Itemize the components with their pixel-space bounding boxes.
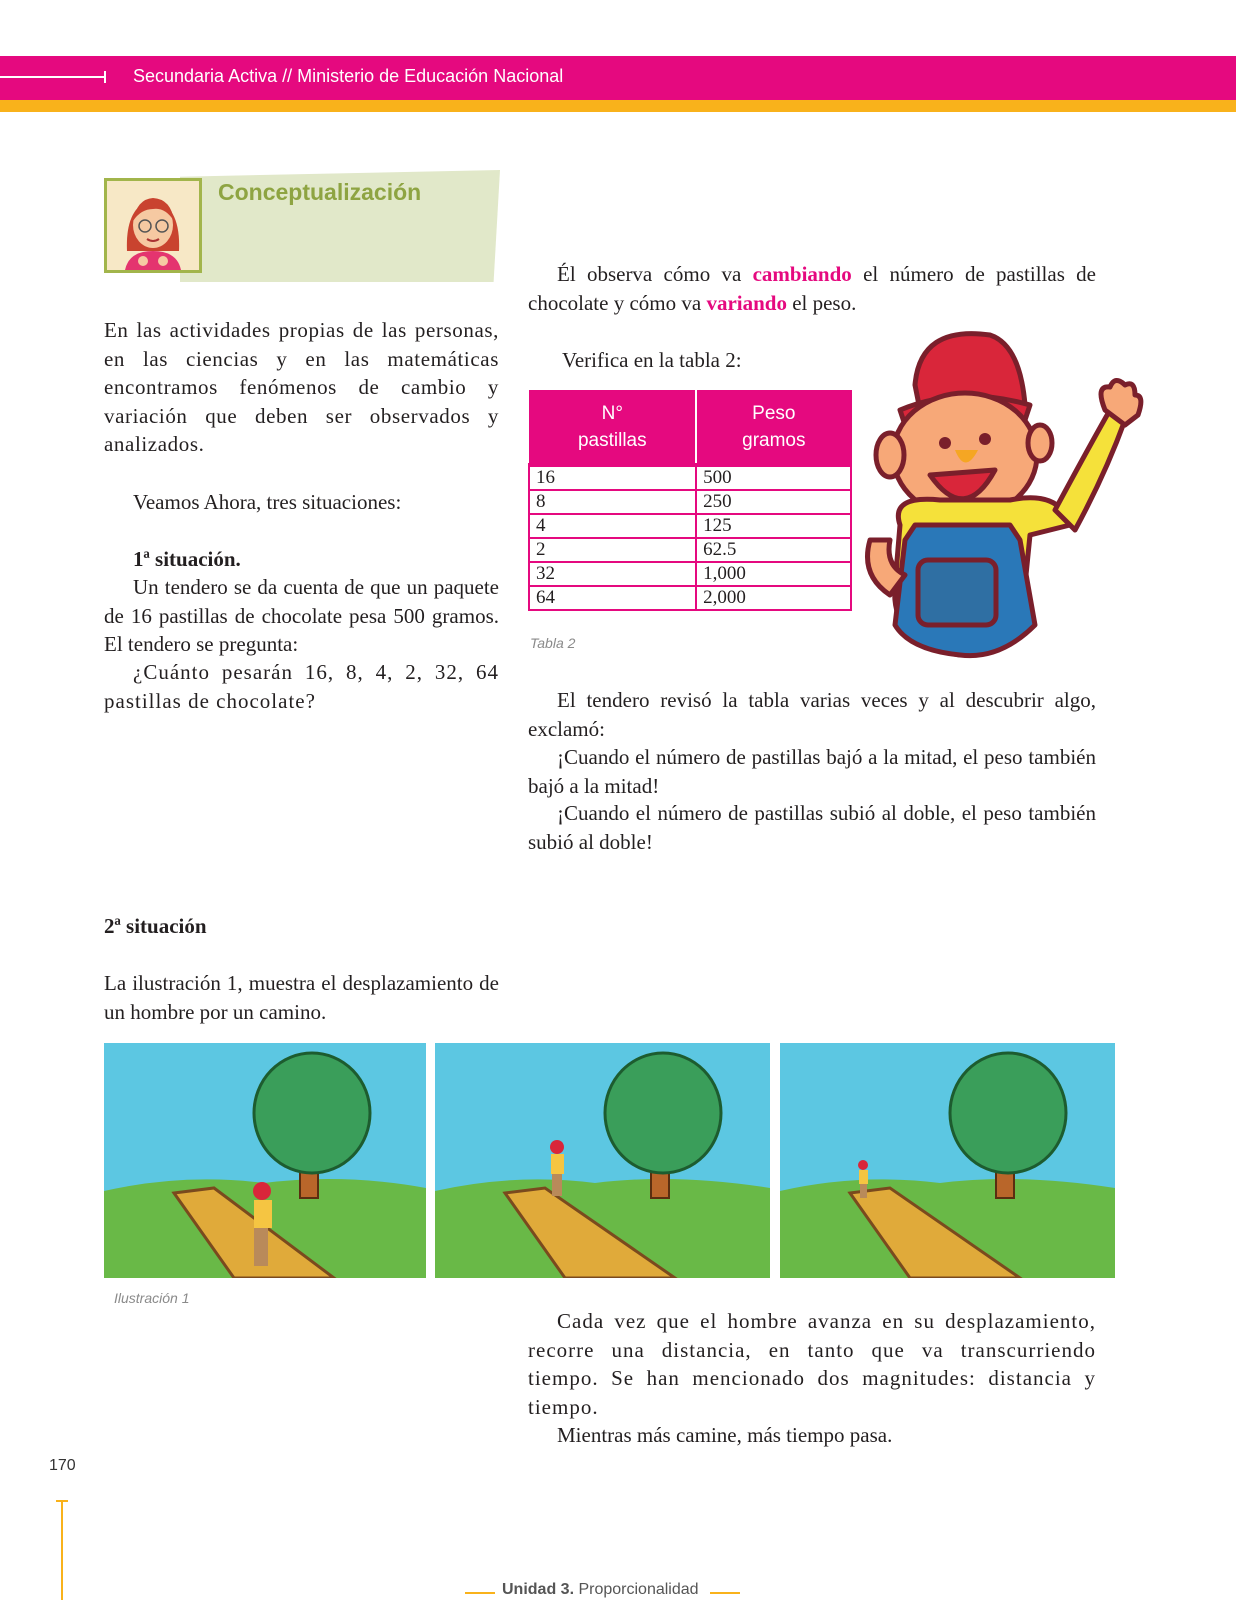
header-stripe: [0, 100, 1236, 112]
observation-paragraph: Él observa cómo va cambiando el número de pastillas de chocolate y cómo va variando el peso.: [528, 262, 1096, 315]
table-row: 2 62.5: [529, 538, 851, 562]
column-header-pastillas: N° pastillas: [529, 391, 696, 466]
exclamation-half: ¡Cuando el número de pastillas bajó a la mitad, el peso también bajó a la mitad!: [528, 745, 1096, 798]
unit-rule-right: [710, 1592, 740, 1594]
table-row: 16 500: [529, 465, 851, 490]
unit-rule-left: [465, 1592, 495, 1594]
exclamation-double: ¡Cuando el número de pastillas subió al doble, el peso también subió al doble!: [528, 801, 1096, 854]
table-header-row: [529, 391, 851, 466]
header-rule: [0, 76, 106, 78]
page-number: 170: [49, 1457, 76, 1474]
data-table: [528, 390, 852, 611]
table-row: 32 1,000: [529, 562, 851, 586]
situation-1-question: ¿Cuánto pesarán 16, 8, 4, 2, 32, 64 pastillas de chocolate?: [104, 660, 499, 713]
table-caption: Tabla 2: [530, 635, 576, 651]
header-title: Secundaria Activa // Ministerio de Educación Nacional: [133, 66, 564, 86]
teacher-avatar: [104, 178, 202, 273]
veamos-line: Veamos Ahora, tres situaciones:: [133, 490, 402, 514]
column-header-peso: Peso gramos: [696, 391, 851, 466]
unit-label: Unidad 3. Proporcionalidad: [502, 1581, 699, 1598]
tendero-paragraph: El tendero revisó la tabla varias veces y al descubrir algo, exclamó:: [528, 688, 1096, 741]
situation-1-title: 1ª situación.: [133, 547, 241, 571]
highlight-variando: variando: [706, 290, 787, 315]
footer-rule: [61, 1500, 63, 1600]
walk-panel-2: [435, 1043, 770, 1278]
intro-paragraph: En las actividades propias de las personas, en las ciencias y en las matemáticas encontramos fenómenos de cambio y variación que deben ser observados y analizados.: [104, 318, 499, 456]
header-rule-tick: [104, 71, 106, 83]
conclusion-line: Mientras más camine, más tiempo pasa.: [557, 1423, 893, 1447]
situation-2-text: La ilustración 1, muestra el desplazamiento de un hombre por un camino.: [104, 971, 499, 1024]
magnitudes-paragraph: Cada vez que el hombre avanza en su desplazamiento, recorre una distancia, en tanto que va transcurriendo tiempo. Se han mencionado dos magnitudes: distancia y tiempo.: [528, 1309, 1096, 1419]
verifica-line: Verifica en la tabla 2:: [562, 348, 742, 372]
highlight-cambiando: cambiando: [752, 262, 852, 286]
concept-title: Conceptualización: [218, 179, 422, 205]
shopkeeper-illustration: [860, 325, 1150, 670]
walk-panel-3: [780, 1043, 1115, 1278]
table-row: 64 2,000: [529, 586, 851, 610]
table-row: 4 125: [529, 514, 851, 538]
illustration-caption: Ilustración 1: [114, 1290, 190, 1306]
situation-1-text: Un tendero se da cuenta de que un paquete de 16 pastillas de chocolate pesa 500 gramos. El tendero se pregunta:: [104, 575, 499, 656]
table-row: 8 250: [529, 490, 851, 514]
situation-2-title: 2ª situación: [104, 914, 207, 938]
walk-panel-1: [104, 1043, 426, 1278]
